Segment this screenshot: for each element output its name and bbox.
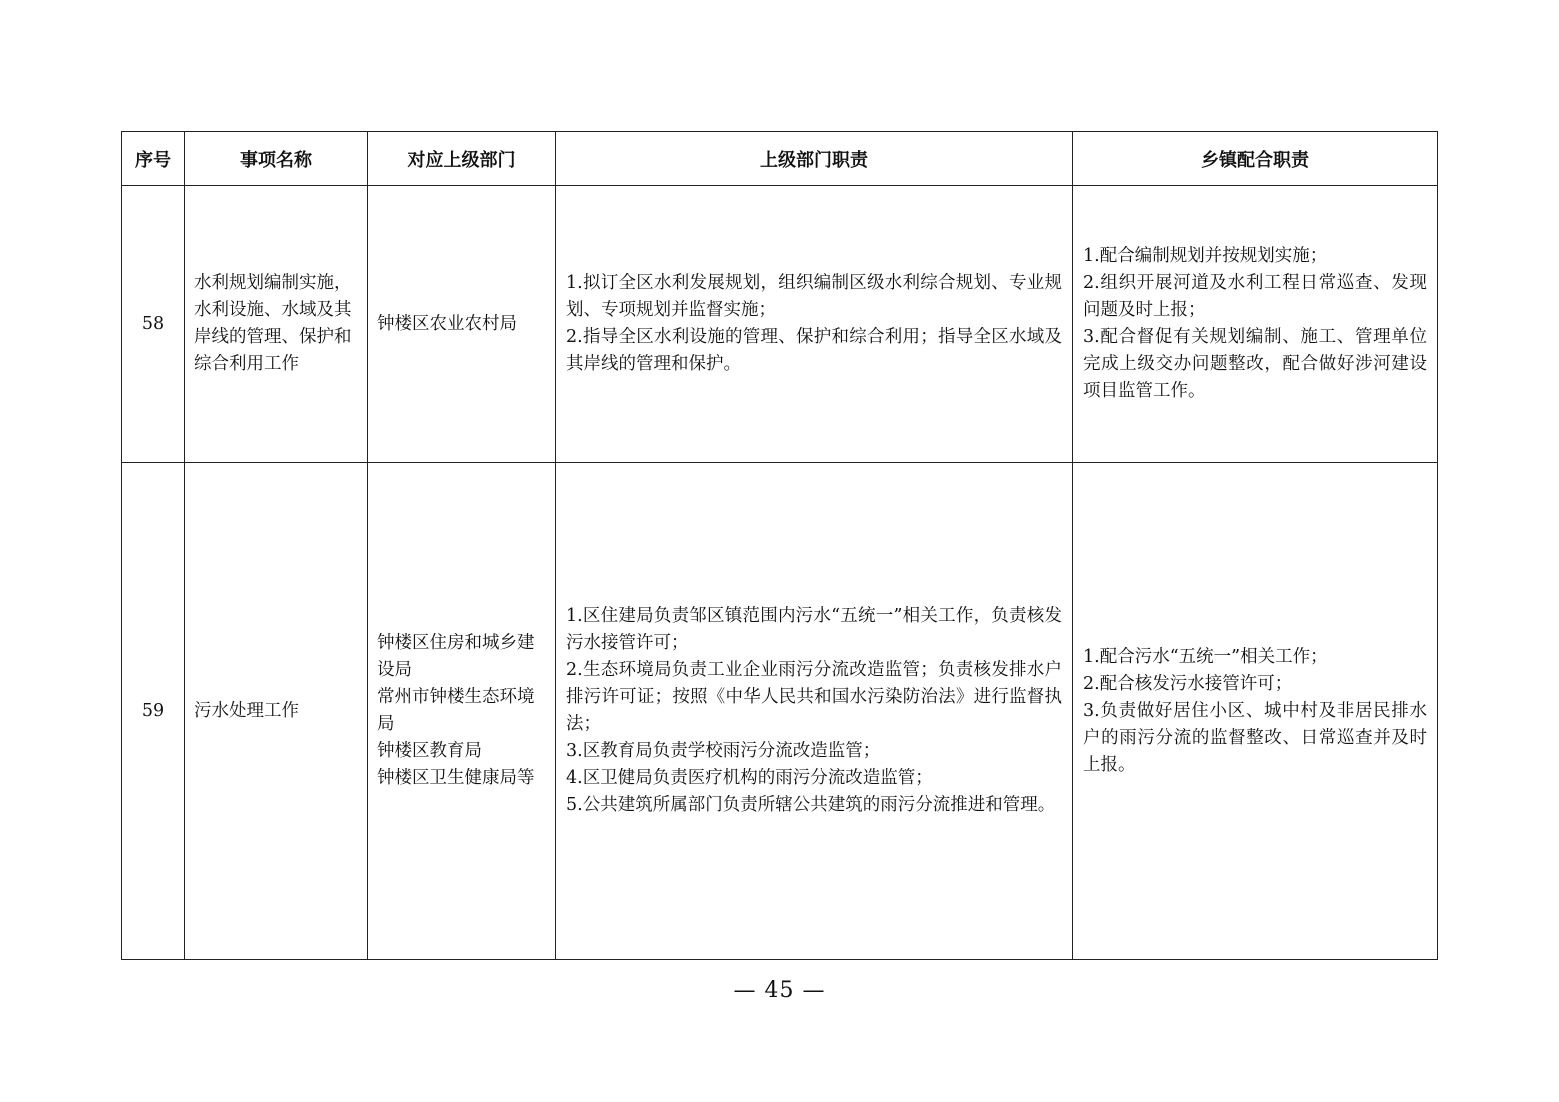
- duties-table: [121, 131, 1438, 960]
- department-name: 钟楼区农业农村局: [377, 313, 517, 334]
- department-name: 钟楼区卫生健康局等: [377, 768, 535, 788]
- table-row: [122, 186, 1438, 463]
- department-name: 钟楼区住房和城乡建设局: [377, 633, 535, 680]
- duty-item: 3.配合督促有关规划编制、施工、管理单位完成上级交办问题整改，配合做好涉河建设项目监管工作。: [1083, 327, 1427, 401]
- duty-item: 1.配合污水“五统一”相关工作；: [1083, 646, 1328, 667]
- row-departments: [368, 186, 556, 463]
- duty-item: 1.区住建局负责邹区镇范围内污水“五统一”相关工作，负责核发污水接管许可；: [566, 606, 1062, 653]
- header-serial-number: 序号: [122, 132, 185, 186]
- row-superior-duties: [556, 463, 1073, 960]
- duty-item: 1.拟订全区水利发展规划，组织编制区级水利综合规划、专业规划、专项规划并监督实施；: [566, 273, 1062, 320]
- department-name: 常州市钟楼生态环境局: [377, 687, 535, 734]
- department-name: 钟楼区教育局: [377, 741, 482, 761]
- duty-item: 2.指导全区水利设施的管理、保护和综合利用；指导全区水域及其岸线的管理和保护。: [566, 327, 1062, 374]
- header-superior-department: 对应上级部门: [368, 132, 556, 186]
- duty-item: 2.生态环境局负责工业企业雨污分流改造监管；负责核发排水户排污许可证；按照《中华人民共和国水污染防治法》进行监督执法；: [566, 660, 1062, 734]
- duty-item: 2.配合核发污水接管许可；: [1083, 673, 1293, 694]
- row-item-name: 水利规划编制实施，水利设施、水域及其岸线的管理、保护和综合利用工作: [185, 186, 368, 463]
- duty-item: 3.区教育局负责学校雨污分流改造监管；: [566, 741, 881, 761]
- duty-item: 2.组织开展河道及水利工程日常巡查、发现问题及时上报；: [1083, 273, 1427, 320]
- row-superior-duties: [556, 186, 1073, 463]
- page-number: — 45 —: [733, 978, 826, 1003]
- duty-item: 5.公共建筑所属部门负责所辖公共建筑的雨污分流推进和管理。: [566, 795, 1056, 815]
- row-serial-number: 58: [122, 186, 185, 463]
- row-town-duties: [1073, 463, 1438, 960]
- header-item-name: 事项名称: [185, 132, 368, 186]
- table-row: [122, 463, 1438, 960]
- table-header-row: [122, 132, 1438, 186]
- row-serial-number: 59: [122, 463, 185, 960]
- duty-item: 1.配合编制规划并按规划实施；: [1083, 246, 1328, 266]
- header-town-duties: 乡镇配合职责: [1073, 132, 1438, 186]
- duty-item: 4.区卫健局负责医疗机构的雨污分流改造监管；: [566, 768, 933, 788]
- row-town-duties: [1073, 186, 1438, 463]
- header-superior-duties: 上级部门职责: [556, 132, 1073, 186]
- row-departments: [368, 463, 556, 960]
- row-item-name: 污水处理工作: [185, 463, 368, 960]
- duty-item: 3.负责做好居住小区、城中村及非居民排水户的雨污分流的监督整改、日常巡查并及时上报。: [1083, 700, 1427, 775]
